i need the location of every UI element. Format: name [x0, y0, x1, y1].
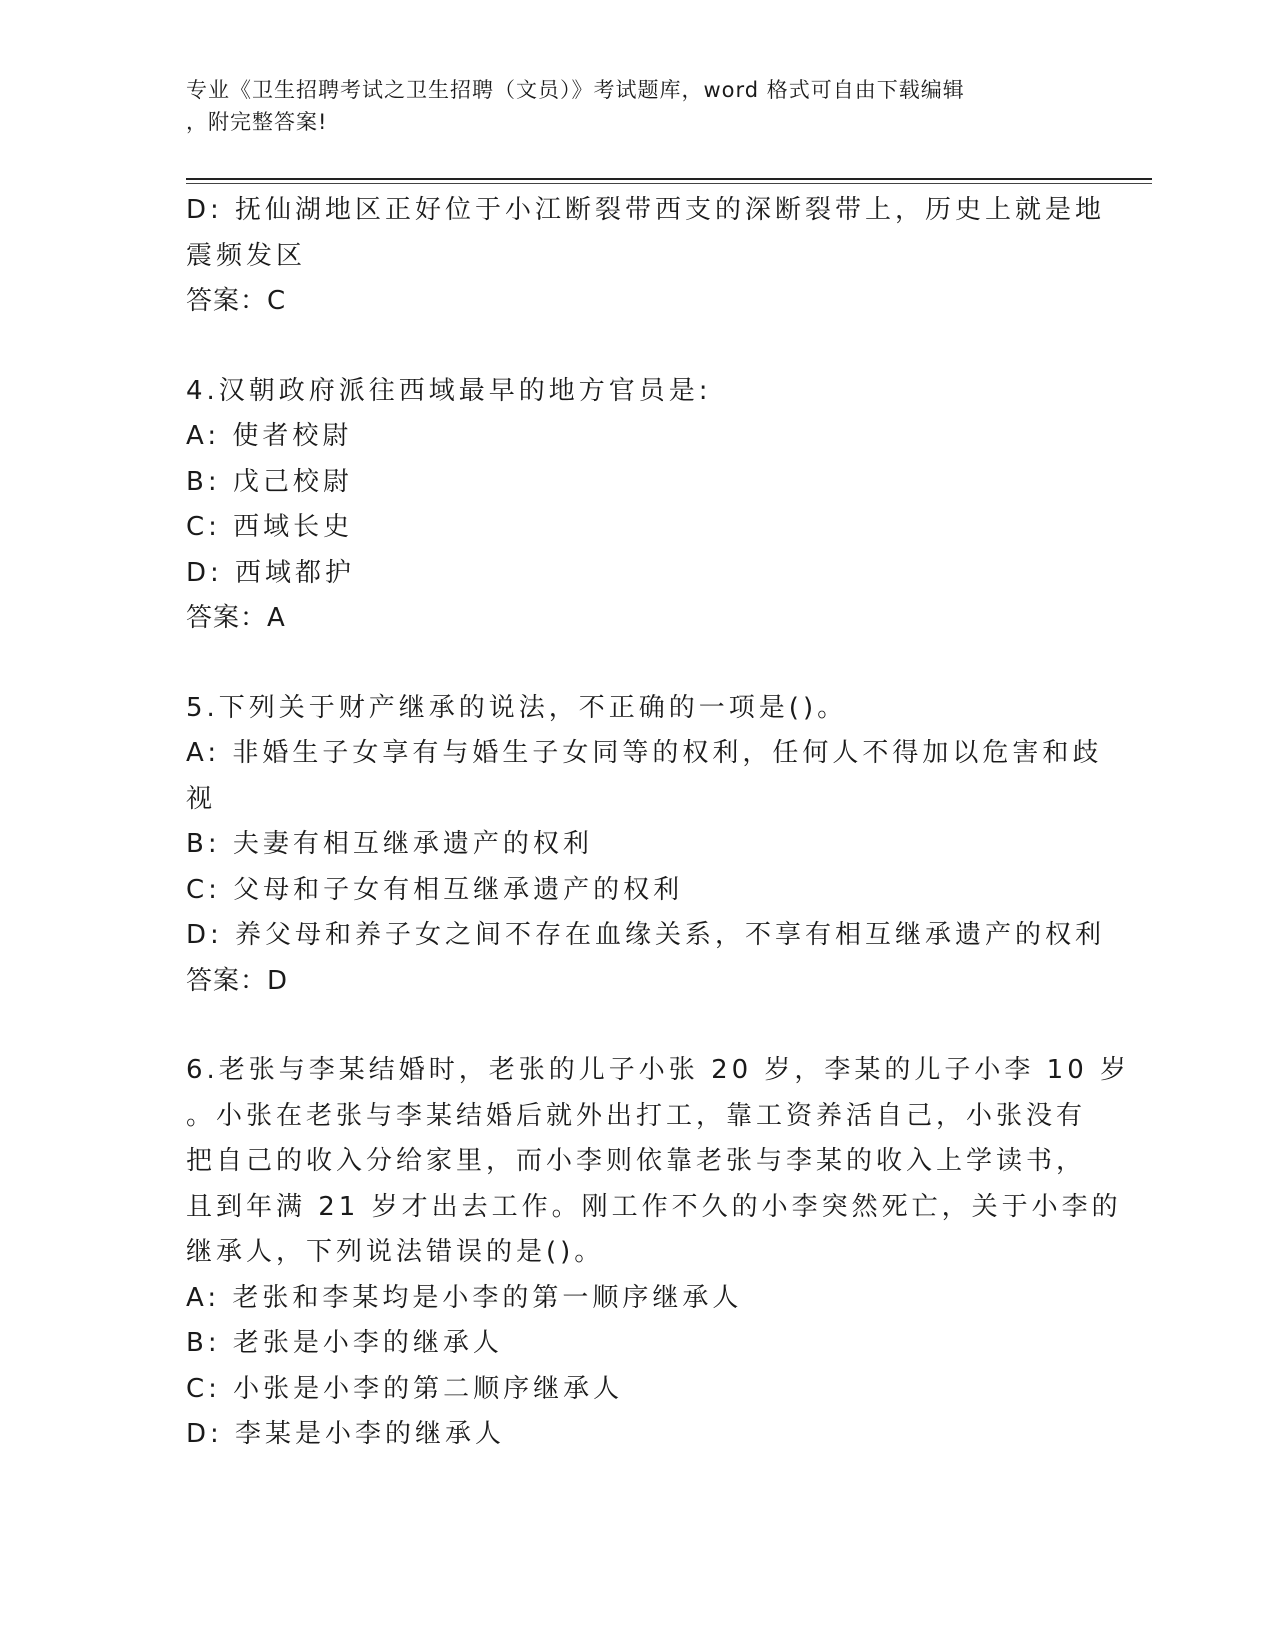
header-rule-thin — [186, 183, 1152, 184]
answer-label: 答案：A — [186, 603, 286, 633]
option-d: D: 养父母和养子女之间不存在血缘关系，不享有相互继承遗产的权利 — [186, 920, 1106, 950]
question-6 — [186, 1048, 1131, 1458]
option-c: C: 西域长史 — [186, 512, 354, 542]
answer-label: 答案：D — [186, 965, 289, 996]
question-5 — [186, 686, 1106, 1005]
page-header — [186, 74, 1076, 138]
option-d: D: 抚仙湖地区正好位于小江断裂带西支的深断裂带上，历史上就是地 — [186, 195, 1106, 225]
option-d: D: 西域都护 — [186, 557, 356, 588]
document-body — [186, 188, 1131, 1458]
option-d-continued: 震频发区 — [186, 240, 307, 271]
option-d: D: 李某是小李的继承人 — [186, 1419, 506, 1449]
option-b: B: 夫妻有相互继承遗产的权利 — [186, 829, 593, 859]
question-stem: 6.老张与李某结婚时，老张的儿子小张 20 岁，李某的儿子小李 10 岁 — [186, 1055, 1131, 1085]
question-stem-continued: 把自己的收入分给家里，而小李则依靠老张与李某的收入上学读书， — [186, 1146, 1087, 1176]
spacer — [186, 325, 1086, 369]
option-a: A: 非婚生子女享有与婚生子女同等的权利，任何人不得加以危害和歧 — [186, 738, 1103, 768]
question-stem-continued: 继承人，下列说法错误的是()。 — [186, 1237, 605, 1267]
header-rule-thick — [186, 178, 1152, 180]
header-line-1: 专业《卫生招聘考试之卫生招聘（文员）》考试题库，word 格式可自由下载编辑 — [186, 78, 965, 102]
answer-label: 答案：C — [186, 286, 287, 316]
question-stem: 4.汉朝政府派往西域最早的地方官员是: — [186, 375, 712, 406]
option-b: B: 老张是小李的继承人 — [186, 1328, 503, 1358]
header-line-2: ，附完整答案! — [186, 110, 328, 134]
option-a: A: 老张和李某均是小李的第一顺序继承人 — [186, 1282, 743, 1313]
option-a-continued: 视 — [186, 783, 217, 814]
spacer — [186, 642, 1086, 686]
spacer — [186, 1004, 1086, 1048]
question-3-continuation — [186, 188, 1106, 325]
option-a: A: 使者校尉 — [186, 421, 353, 451]
option-b: B: 戊己校尉 — [186, 466, 353, 497]
question-stem-continued: 且到年满 21 岁才出去工作。刚工作不久的小李突然死亡，关于小李的 — [186, 1191, 1122, 1222]
question-stem-continued: 。小张在老张与李某结婚后就外出打工，靠工资养活自己，小张没有 — [186, 1100, 1087, 1131]
question-stem: 5.下列关于财产继承的说法，不正确的一项是()。 — [186, 692, 848, 723]
question-4 — [186, 369, 1086, 642]
option-c: C: 父母和子女有相互继承遗产的权利 — [186, 874, 684, 905]
option-c: C: 小张是小李的第二顺序继承人 — [186, 1373, 624, 1404]
